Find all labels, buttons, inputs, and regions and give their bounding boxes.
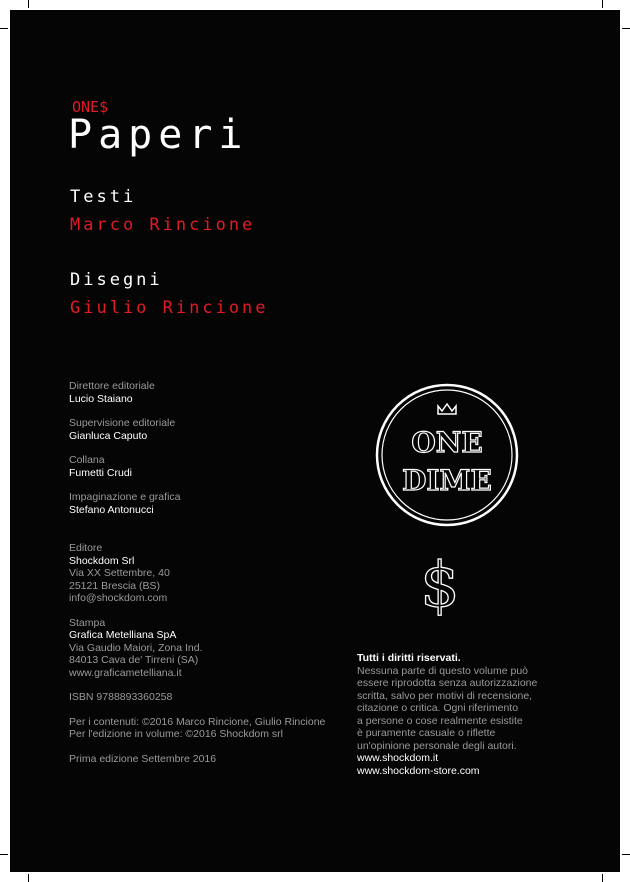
publisher-label: Editore (69, 542, 103, 554)
series-brand: ONE$ (72, 98, 109, 116)
credits-block (69, 380, 339, 765)
crop-mark (622, 854, 630, 855)
printer-address: Via Gaudio Maiori, Zona Ind. (69, 641, 203, 654)
isbn: ISBN 9788893360258 (69, 691, 173, 703)
crop-mark (28, 874, 29, 882)
rights-line: citazione o critica. Ogni riferimento (357, 702, 519, 714)
crop-mark (28, 0, 29, 8)
svg-text:$: $ (420, 548, 460, 620)
printer-label: Stampa (69, 616, 106, 629)
drawings-label: Disegni (70, 270, 163, 290)
rights-line: Nessuna parte di questo volume può (357, 664, 529, 677)
printer-website: www.graficametelliana.it (69, 666, 182, 679)
printer-city: 84013 Cava de' Tirreni (SA) (69, 654, 199, 666)
rights-heading: Tutti i diritti riservati. (357, 652, 461, 664)
credit-value: Stefano Antonucci (69, 503, 154, 516)
rights-line: scritta, salvo per motivi di recensione, (357, 689, 533, 702)
crop-mark (0, 28, 8, 29)
crop-mark (0, 854, 8, 855)
shockdom-store-link: www.shockdom-store.com (357, 764, 480, 777)
drawings-author: Giulio Rincione (70, 298, 269, 318)
crown-icon (438, 404, 456, 414)
logo-dime-text: DIME (402, 464, 492, 497)
shockdom-link: www.shockdom.it (357, 752, 439, 764)
publisher-city: 25121 Brescia (BS) (69, 579, 161, 592)
publisher-name: Shockdom Srl (69, 554, 135, 567)
crop-mark (602, 0, 603, 8)
rights-line: a persone o cose realmente esistite (357, 714, 523, 727)
rights-line: un'opinione personale degli autori. (357, 739, 517, 752)
credit-value: Fumetti Crudi (69, 466, 133, 479)
copyright-edition: Per l'edizione in volume: ©2016 Shockdom srl (69, 728, 284, 740)
edition-date: Prima edizione Settembre 2016 (69, 752, 217, 765)
dollar-icon (418, 540, 462, 620)
credit-value: Lucio Staiano (69, 392, 133, 405)
one-dime-logo (372, 380, 522, 530)
credit-value: Gianluca Caputo (69, 429, 148, 442)
credit-label: Impaginazione e grafica (69, 491, 181, 503)
publisher-address: Via XX Settembre, 40 (69, 567, 170, 579)
rights-notice (357, 652, 557, 777)
credit-label: Direttore editoriale (69, 380, 155, 392)
rights-line: essere riprodotta senza autorizzazione (357, 677, 538, 689)
credit-label: Collana (69, 454, 105, 466)
rights-line: è puramente casuale o riflette (357, 727, 496, 739)
book-title: Paperi (68, 112, 249, 158)
credit-label: Supervisione editoriale (69, 417, 176, 429)
crop-mark (602, 874, 603, 882)
texts-author: Marco Rincione (70, 215, 256, 235)
publisher-email: info@shockdom.com (69, 592, 168, 604)
crop-mark (622, 28, 630, 29)
printer-name: Grafica Metelliana SpA (69, 629, 177, 641)
copyright-contents: Per i contenuti: ©2016 Marco Rincione, Giulio Rincione (69, 715, 326, 728)
texts-label: Testi (70, 187, 137, 207)
logo-one-text: ONE (411, 426, 483, 459)
